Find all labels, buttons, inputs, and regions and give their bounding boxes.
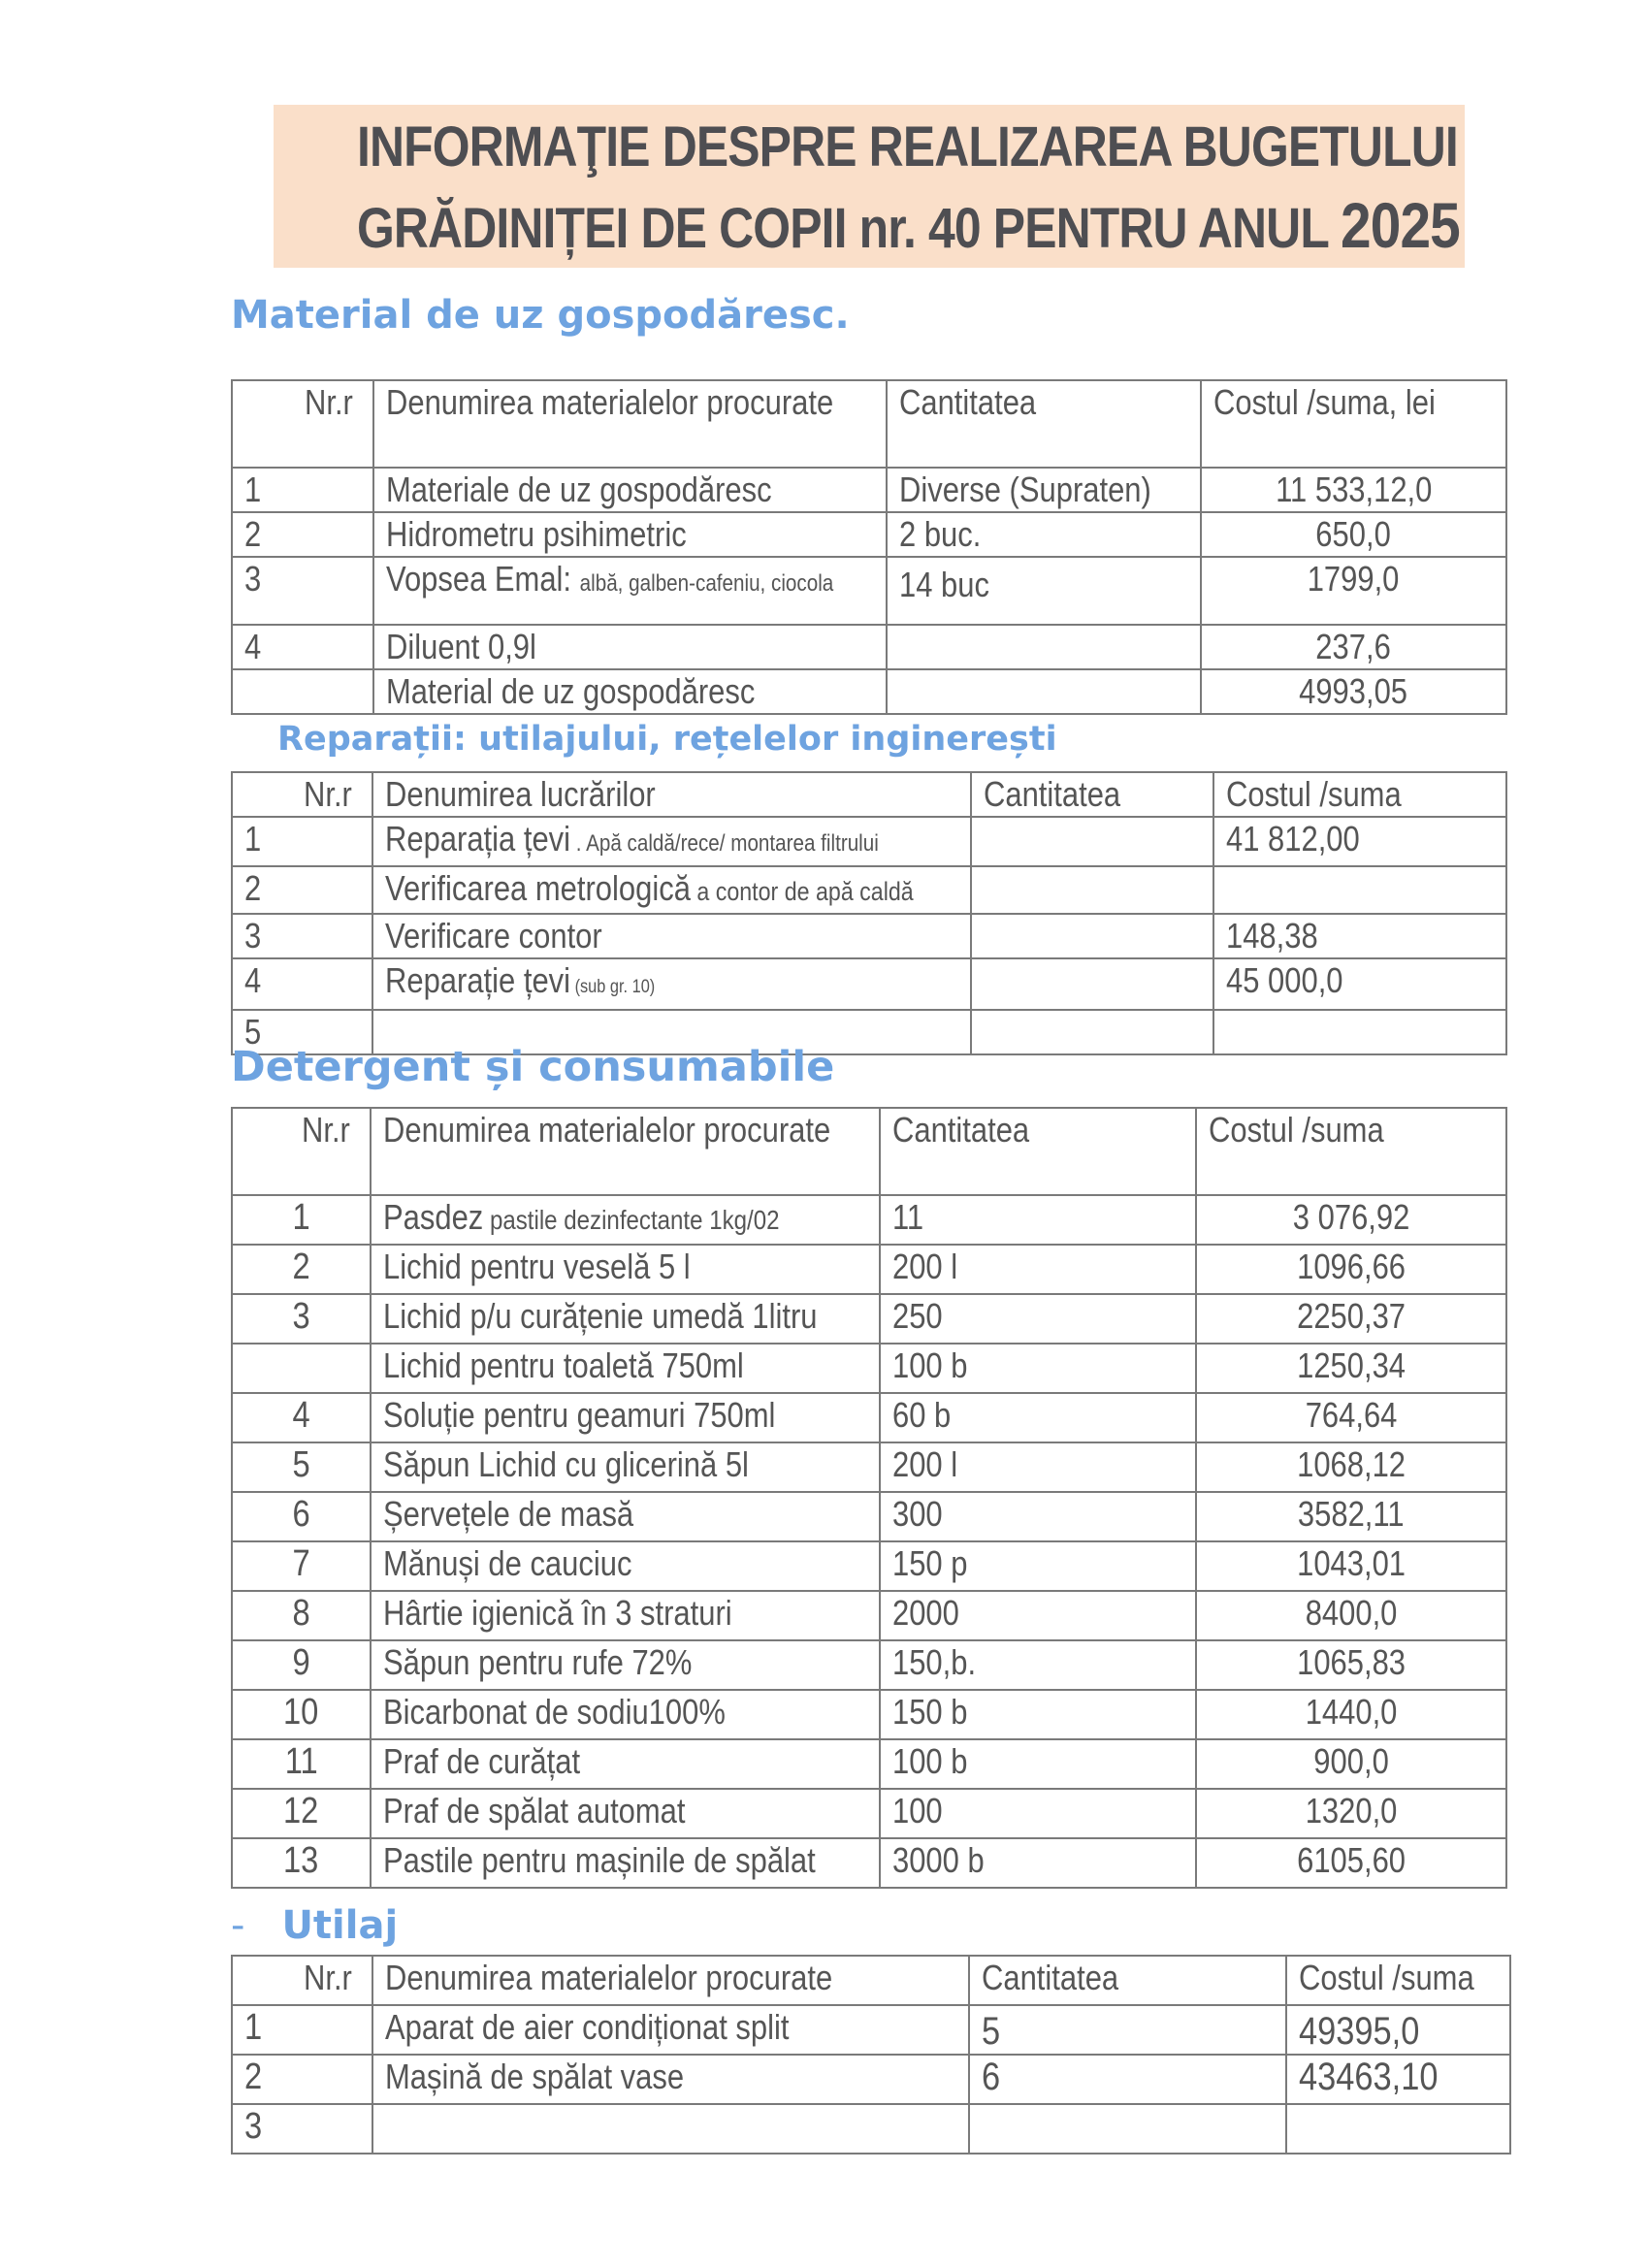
row-name: Mănuși de cauciuc — [371, 1541, 880, 1591]
row-cost: 1096,66 — [1196, 1245, 1506, 1294]
row-nr: 3 — [232, 557, 373, 625]
row-nr: 3 — [232, 1294, 371, 1344]
table-header-row — [232, 772, 1506, 817]
row-nr: 12 — [232, 1789, 371, 1838]
row-quantity: 60 b — [880, 1393, 1196, 1442]
row-quantity: 2000 — [880, 1591, 1196, 1640]
row-quantity: 200 l — [880, 1245, 1196, 1294]
document-title-banner — [274, 105, 1465, 268]
table-row — [232, 625, 1506, 669]
row-cost: 4993,05 — [1201, 669, 1506, 714]
row-cost: 3 076,92 — [1196, 1195, 1506, 1245]
row-nr: 7 — [232, 1541, 371, 1591]
column-header-cost: Costul /suma, lei — [1201, 380, 1506, 468]
row-nr: 6 — [232, 1492, 371, 1541]
table-row — [232, 1442, 1506, 1492]
document-title-line-2 — [356, 188, 1460, 262]
table-row — [232, 1789, 1506, 1838]
row-cost: 45 000,0 — [1213, 958, 1506, 1010]
row-quantity — [969, 2104, 1286, 2154]
table-row — [232, 1838, 1506, 1888]
table-row — [232, 817, 1506, 866]
table-header-row — [232, 1108, 1506, 1195]
row-nr: 1 — [232, 1195, 371, 1245]
row-nr: 1 — [232, 468, 373, 512]
column-header-nr: Nr.r — [232, 1956, 372, 2005]
row-name: Lichid pentru toaletă 750ml — [371, 1344, 880, 1393]
row-quantity: 100 — [880, 1789, 1196, 1838]
row-cost: 11 533,12,0 — [1201, 468, 1506, 512]
row-quantity — [971, 914, 1213, 958]
row-cost — [1213, 1010, 1506, 1054]
row-nr: 5 — [232, 1010, 372, 1054]
column-header-quantity: Cantitatea — [887, 380, 1201, 468]
row-quantity: 100 b — [880, 1344, 1196, 1393]
row-name: Reparație țevi (sub gr. 10) — [372, 958, 971, 1010]
row-cost: 900,0 — [1196, 1739, 1506, 1789]
table-row — [232, 468, 1506, 512]
row-quantity — [971, 958, 1213, 1010]
row-name: Lichid pentru veselă 5 l — [371, 1245, 880, 1294]
detergents-table — [231, 1107, 1507, 1889]
row-nr: 9 — [232, 1640, 371, 1690]
table-row — [232, 914, 1506, 958]
row-name: Lichid p/u curățenie umedă 1litru — [371, 1294, 880, 1344]
row-quantity: 5 — [969, 2005, 1286, 2055]
table-row — [232, 1640, 1506, 1690]
section-title-equipment-text: Utilaj — [281, 1903, 399, 1948]
row-quantity — [887, 669, 1201, 714]
table-row — [232, 866, 1506, 914]
row-name: Praf de curățat — [371, 1739, 880, 1789]
document-title-year: 2025 — [1341, 189, 1460, 261]
column-header-cost: Costul /suma — [1196, 1108, 1506, 1195]
row-nr: 4 — [232, 625, 373, 669]
table-row — [232, 1739, 1506, 1789]
row-cost: 1068,12 — [1196, 1442, 1506, 1492]
row-name: Materiale de uz gospodăresc — [373, 468, 887, 512]
column-header-name: Denumirea materialelor procurate — [373, 380, 887, 468]
row-nr: 8 — [232, 1591, 371, 1640]
table-row — [232, 2055, 1510, 2104]
table-row — [232, 1195, 1506, 1245]
row-cost: 764,64 — [1196, 1393, 1506, 1442]
row-nr: 3 — [232, 914, 372, 958]
table-row — [232, 1492, 1506, 1541]
row-quantity — [971, 1010, 1213, 1054]
row-name: Săpun pentru rufe 72% — [371, 1640, 880, 1690]
row-quantity — [887, 625, 1201, 669]
column-header-name: Denumirea materialelor procurate — [371, 1108, 880, 1195]
document-title-line-2-text: GRĂDINIȚEI DE COPII nr. 40 PENTRU ANUL — [356, 197, 1342, 260]
household-materials-table — [231, 379, 1507, 715]
row-cost: 3582,11 — [1196, 1492, 1506, 1541]
row-cost: 2250,37 — [1196, 1294, 1506, 1344]
table-row — [232, 1591, 1506, 1640]
row-name — [372, 2104, 969, 2154]
table-row — [232, 2104, 1510, 2154]
row-quantity: 150,b. — [880, 1640, 1196, 1690]
row-name: Vopsea Emal: albă, galben-cafeniu, ciocola — [373, 557, 887, 625]
column-header-quantity: Cantitatea — [969, 1956, 1286, 2005]
column-header-nr: Nr.r — [232, 380, 373, 468]
column-header-name: Denumirea lucrărilor — [372, 772, 971, 817]
row-quantity: 6 — [969, 2055, 1286, 2104]
row-name: Hidrometru psihimetric — [373, 512, 887, 557]
row-cost — [1286, 2104, 1510, 2154]
table-row — [232, 1690, 1506, 1739]
row-nr: 2 — [232, 1245, 371, 1294]
row-nr: 2 — [232, 866, 372, 914]
row-cost: 1250,34 — [1196, 1344, 1506, 1393]
row-quantity: 200 l — [880, 1442, 1196, 1492]
row-quantity: 150 p — [880, 1541, 1196, 1591]
row-name: Bicarbonat de sodiu100% — [371, 1690, 880, 1739]
row-name: Material de uz gospodăresc — [373, 669, 887, 714]
row-nr: 13 — [232, 1838, 371, 1888]
row-quantity: 150 b — [880, 1690, 1196, 1739]
section-title-equipment — [231, 1903, 398, 1948]
row-nr: 4 — [232, 958, 372, 1010]
row-nr: 3 — [232, 2104, 372, 2154]
equipment-table — [231, 1955, 1511, 2155]
row-nr: 2 — [232, 512, 373, 557]
column-header-nr: Nr.r — [232, 1108, 371, 1195]
document-title-line-1: INFORMAŢIE DESPRE REALIZAREA BUGETULUI — [356, 115, 1458, 178]
row-name: Verificare contor — [372, 914, 971, 958]
row-name: Pastile pentru mașinile de spălat — [371, 1838, 880, 1888]
column-header-name: Denumirea materialelor procurate — [372, 1956, 969, 2005]
section-title-repairs: Reparații: utilajului, rețelelor inginerești — [277, 720, 1057, 759]
table-row — [232, 1393, 1506, 1442]
row-quantity — [971, 817, 1213, 866]
row-cost: 1799,0 — [1201, 557, 1506, 625]
row-nr: 4 — [232, 1393, 371, 1442]
row-name: Aparat de aier condiționat split — [372, 2005, 969, 2055]
table-row — [232, 1245, 1506, 1294]
row-cost: 8400,0 — [1196, 1591, 1506, 1640]
row-quantity: 14 buc — [887, 557, 1201, 625]
row-name: Reparația țevi . Apă caldă/rece/ montarea filtrului — [372, 817, 971, 866]
row-cost: 41 812,00 — [1213, 817, 1506, 866]
row-nr: 2 — [232, 2055, 372, 2104]
row-quantity: 300 — [880, 1492, 1196, 1541]
row-name: Praf de spălat automat — [371, 1789, 880, 1838]
row-cost: 1043,01 — [1196, 1541, 1506, 1591]
row-name: Pasdez pastile dezinfectante 1kg/02 — [371, 1195, 880, 1245]
row-nr: 10 — [232, 1690, 371, 1739]
table-row — [232, 958, 1506, 1010]
repairs-table — [231, 771, 1507, 1055]
column-header-quantity: Cantitatea — [971, 772, 1213, 817]
row-cost: 6105,60 — [1196, 1838, 1506, 1888]
row-cost: 1440,0 — [1196, 1690, 1506, 1739]
section-title-detergents: Detergent și consumabile — [231, 1043, 835, 1091]
row-cost: 148,38 — [1213, 914, 1506, 958]
section-title-household-materials: Material de uz gospodăresc. — [231, 293, 850, 338]
table-header-row — [232, 1956, 1510, 2005]
column-header-cost: Costul /suma — [1286, 1956, 1510, 2005]
row-name: Soluție pentru geamuri 750ml — [371, 1393, 880, 1442]
row-cost: 1320,0 — [1196, 1789, 1506, 1838]
row-quantity: 2 buc. — [887, 512, 1201, 557]
row-quantity: 100 b — [880, 1739, 1196, 1789]
row-cost: 650,0 — [1201, 512, 1506, 557]
table-row — [232, 512, 1506, 557]
row-cost: 43463,10 — [1286, 2055, 1510, 2104]
table-row — [232, 557, 1506, 625]
row-name: Săpun Lichid cu glicerină 5l — [371, 1442, 880, 1492]
row-name: Verificarea metrologică a contor de apă caldă — [372, 866, 971, 914]
row-quantity: 11 — [880, 1195, 1196, 1245]
table-header-row — [232, 380, 1506, 468]
row-name: Diluent 0,9l — [373, 625, 887, 669]
row-quantity: 250 — [880, 1294, 1196, 1344]
table-row — [232, 1344, 1506, 1393]
row-nr: 1 — [232, 2005, 372, 2055]
column-header-quantity: Cantitatea — [880, 1108, 1196, 1195]
row-nr: 1 — [232, 817, 372, 866]
table-row — [232, 669, 1506, 714]
row-nr — [232, 669, 373, 714]
table-row — [232, 2005, 1510, 2055]
row-cost: 1065,83 — [1196, 1640, 1506, 1690]
table-row — [232, 1541, 1506, 1591]
row-quantity — [971, 866, 1213, 914]
table-row — [232, 1294, 1506, 1344]
column-header-cost: Costul /suma — [1213, 772, 1506, 817]
row-name: Șervețele de masă — [371, 1492, 880, 1541]
row-nr: 11 — [232, 1739, 371, 1789]
row-cost — [1213, 866, 1506, 914]
row-cost: 49395,0 — [1286, 2005, 1510, 2055]
row-name: Hârtie igienică în 3 straturi — [371, 1591, 880, 1640]
row-cost: 237,6 — [1201, 625, 1506, 669]
row-quantity: Diverse (Supraten) — [887, 468, 1201, 512]
column-header-nr: Nr.r — [232, 772, 372, 817]
section-dash: - — [231, 1903, 245, 1948]
row-nr — [232, 1344, 371, 1393]
row-quantity: 3000 b — [880, 1838, 1196, 1888]
row-nr: 5 — [232, 1442, 371, 1492]
row-name: Mașină de spălat vase — [372, 2055, 969, 2104]
